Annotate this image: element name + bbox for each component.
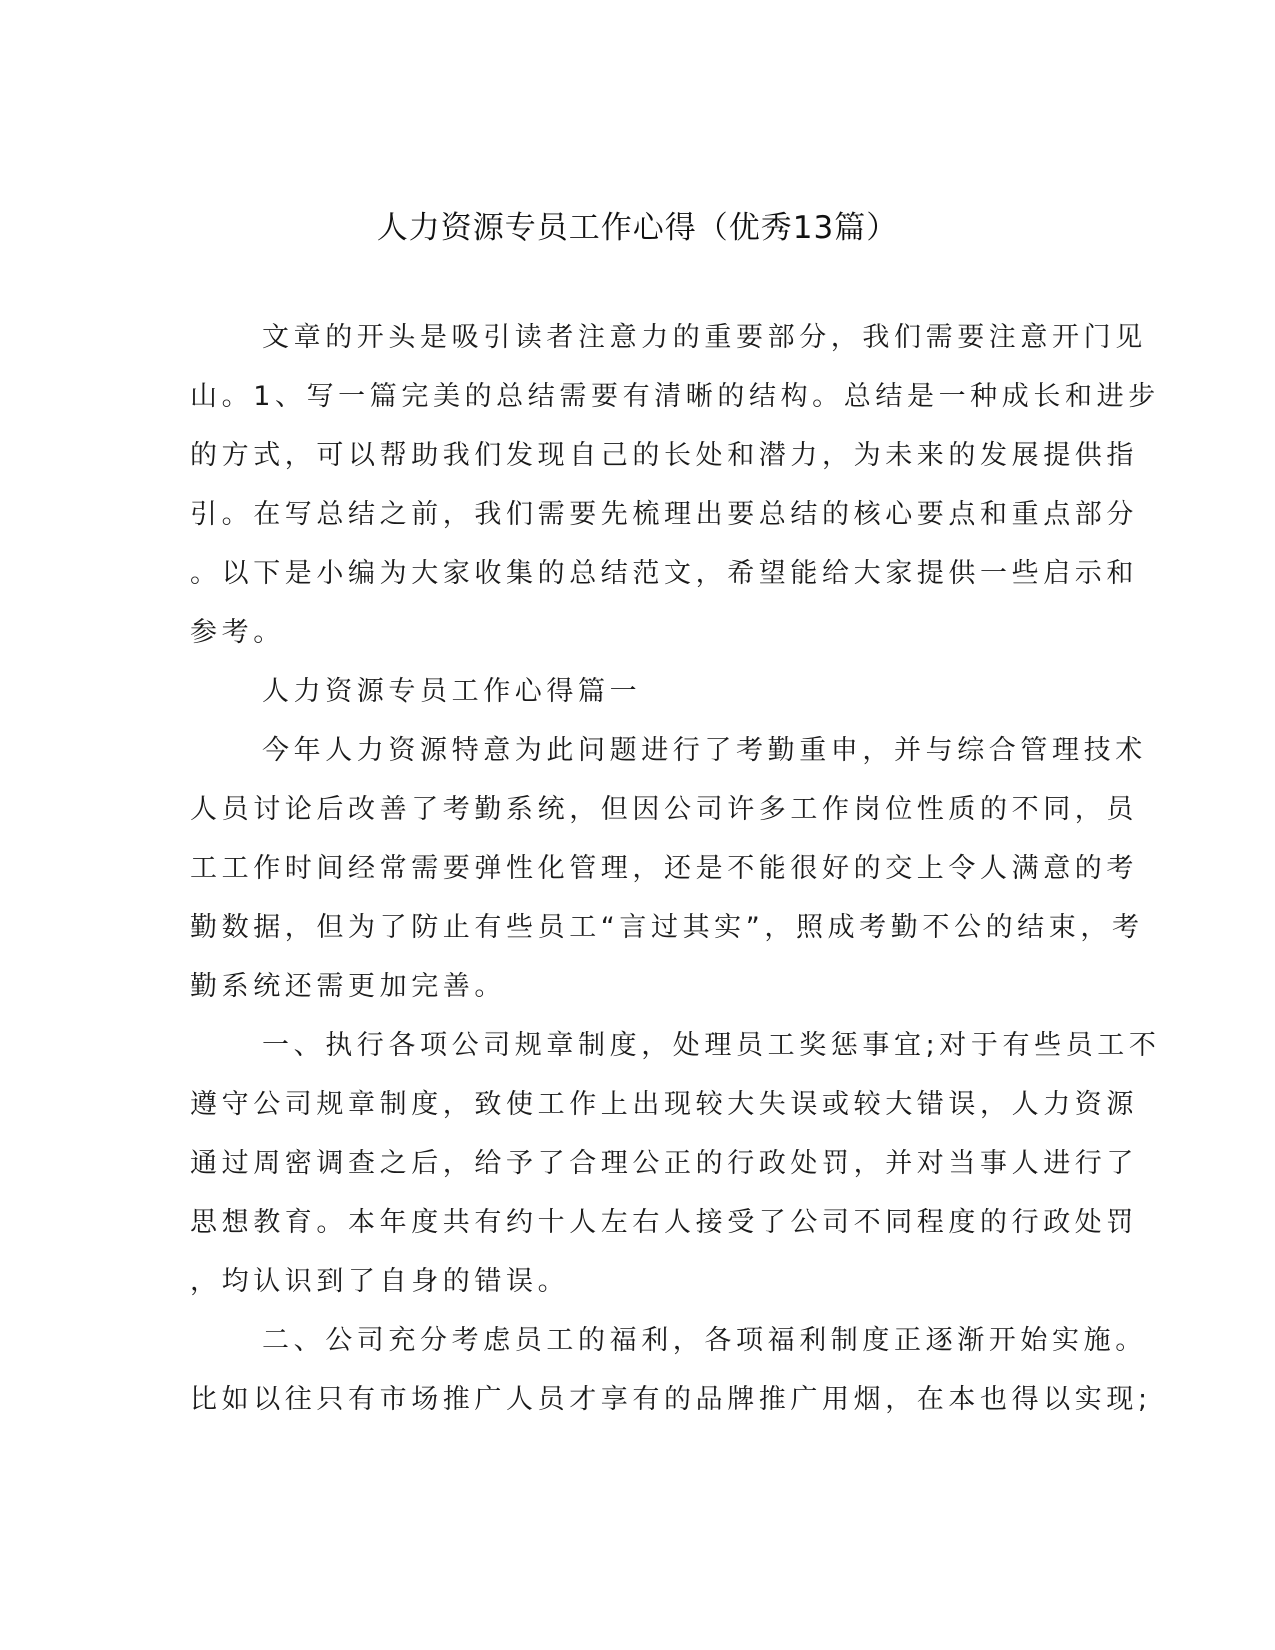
- paragraph-line: 遵守公司规章制度，致使工作上出现较大失误或较大错误，人力资源: [190, 1089, 1138, 1120]
- paragraph-line: 文章的开头是吸引读者注意力的重要部分，我们需要注意开门见: [262, 322, 1147, 353]
- paragraph-line: 参考。: [190, 617, 285, 648]
- paragraph-line: 比如以往只有市场推广人员才享有的品牌推广用烟，在本也得以实现;: [190, 1384, 1152, 1415]
- paragraph-line: 通过周密调查之后，给予了合理公正的行政处罚，并对当事人进行了: [190, 1148, 1138, 1179]
- section-heading: 人力资源专员工作心得篇一: [262, 676, 642, 707]
- paragraph-line: 一、执行各项公司规章制度，处理员工奖惩事宜;对于有些员工不: [262, 1030, 1161, 1061]
- paragraph-line: ，均认识到了自身的错误。: [190, 1266, 570, 1297]
- paragraph-line: 思想教育。本年度共有约十人左右人接受了公司不同程度的行政处罚: [190, 1207, 1138, 1238]
- paragraph-line: 人员讨论后改善了考勤系统，但因公司许多工作岗位性质的不同，员: [190, 794, 1138, 825]
- paragraph-line: 山。1、写一篇完美的总结需要有清晰的结构。总结是一种成长和进步: [190, 381, 1160, 412]
- paragraph-line: 引。在写总结之前，我们需要先梳理出要总结的核心要点和重点部分: [190, 499, 1138, 530]
- paragraph-line: 勤数据，但为了防止有些员工“言过其实”，照成考勤不公的结束，考: [190, 912, 1144, 943]
- paragraph-line: 今年人力资源特意为此问题进行了考勤重申，并与综合管理技术: [262, 735, 1147, 766]
- paragraph-line: 勤系统还需更加完善。: [190, 971, 506, 1002]
- document-title: 人力资源专员工作心得（优秀13篇）: [376, 210, 899, 246]
- paragraph-line: 二、公司充分考虑员工的福利，各项福利制度正逐渐开始实施。: [262, 1325, 1147, 1356]
- paragraph-line: 。以下是小编为大家收集的总结范文，希望能给大家提供一些启示和: [190, 558, 1138, 589]
- paragraph-line: 的方式，可以帮助我们发现自己的长处和潜力，为未来的发展提供指: [190, 440, 1138, 471]
- paragraph-line: 工工作时间经常需要弹性化管理，还是不能很好的交上令人满意的考: [190, 853, 1138, 884]
